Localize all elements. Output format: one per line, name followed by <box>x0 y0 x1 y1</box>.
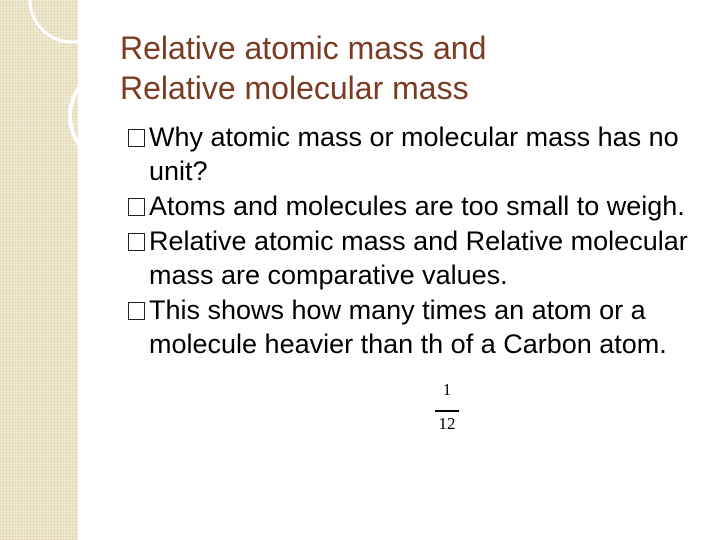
bullet-text: This shows how many times an atom or a molecule heavier than th of a Carbon atom. <box>149 295 667 359</box>
deco-circle-1 <box>30 0 114 42</box>
title-line-2: Relative molecular mass <box>120 70 469 106</box>
bullet-item <box>128 189 708 223</box>
bullet-text: Relative atomic mass and Relative molecular mass are comparative values. <box>149 226 688 290</box>
fraction-bar <box>435 410 459 412</box>
slide-title <box>120 28 700 108</box>
bullet-box-icon <box>128 198 145 216</box>
bullet-item <box>128 120 708 188</box>
bullet-box-icon <box>128 302 145 320</box>
bullet-text: Why atomic mass or molecular mass has no unit? <box>149 122 679 186</box>
bullet-text: Atoms and molecules are too small to weigh. <box>149 191 685 221</box>
fraction-denominator: 12 <box>438 414 456 433</box>
fraction-numerator: 1 <box>442 380 452 399</box>
bullet-box-icon <box>128 129 145 147</box>
bullet-item <box>128 293 708 361</box>
bullet-list <box>128 120 708 362</box>
bullet-box-icon <box>128 233 145 251</box>
title-line-1: Relative atomic mass and <box>120 30 487 66</box>
fraction-one-twelfth <box>432 380 462 440</box>
bullet-item <box>128 224 708 292</box>
